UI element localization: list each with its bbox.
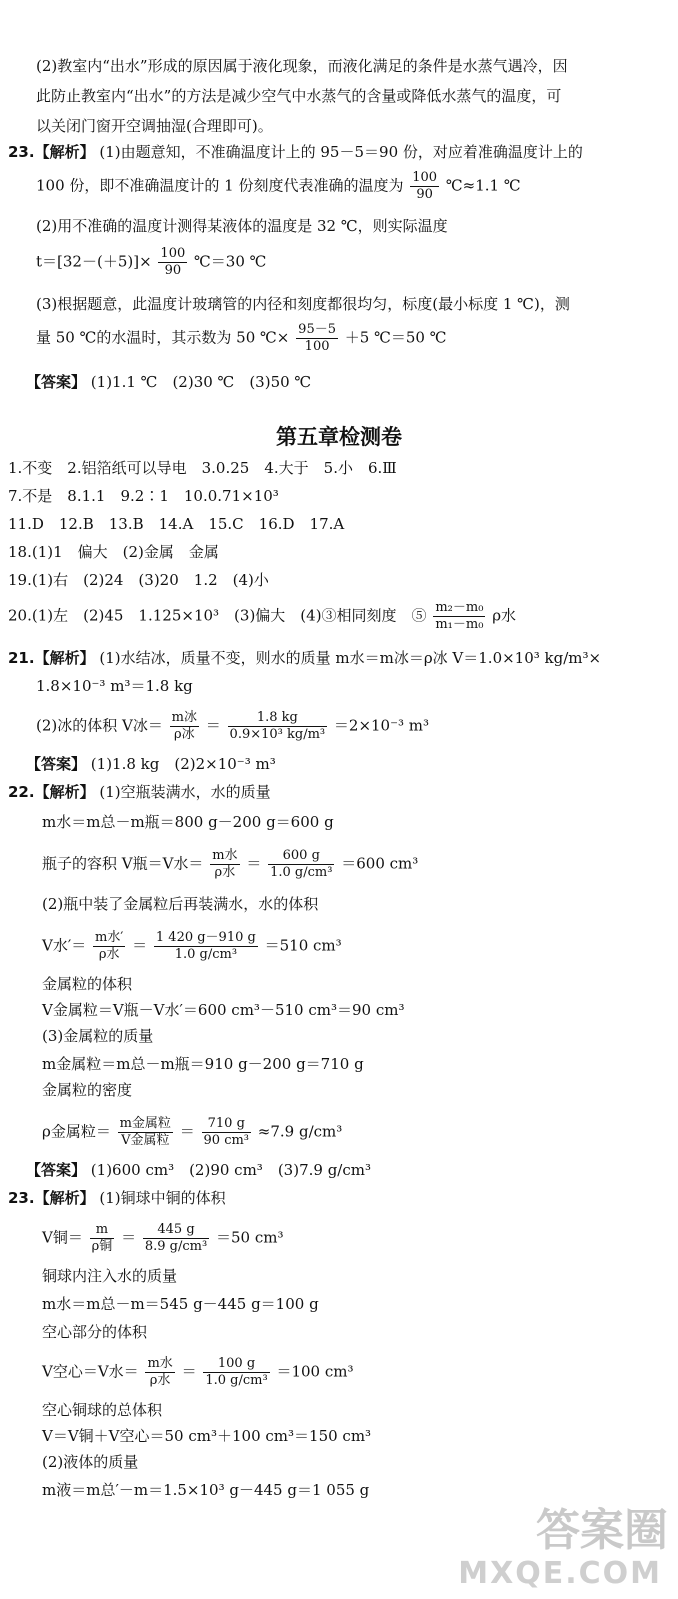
fraction: $\frac{\text{m水}}{\text{ρ水}}$ [212,848,238,880]
formula-line: (2)冰的体积 V冰＝ $\frac{\text{m冰}}{\text{ρ冰}}$ ＝ $\frac{1.8 kg}{\text{0.9×10³ kg/m³}}$ ＝2×10⁻³ m³ [36,710,430,742]
fraction: $\frac{600 g}{\text{1.0 g/cm³}}$ [270,848,333,880]
watermark-site: MXQE.COM [458,1556,662,1591]
text-line: m水＝m总－m瓶＝800 g－200 g＝600 g [42,813,334,831]
q21-block: 21.【解析】 (1)水结冰，质量不变，则水的质量 m水＝m冰＝ρ冰 V＝1.0×10³ kg/m³× [8,649,602,667]
question-number: 21. [8,649,35,667]
chapter-title: 第五章检测卷 [276,425,402,449]
formula-line: t＝[32－(＋5)]× $\frac{100}{90}$ ℃＝30 ℃ [36,246,267,278]
text-line: (2)教室内“出水”形成的原因属于液化现象，而液化满足的条件是水蒸气遇冷，因 [36,57,568,75]
analysis-tag: 【解析】 [34,1189,95,1207]
text-line: (2)瓶中装了金属粒后再装满水，水的体积 [42,895,319,913]
answer-row: 1.不变 2.铝箔纸可以导电 3.0.25 4.大于 5.小 6.Ⅲ [8,459,397,477]
q23b-block: 23.【解析】 (1)铜球中铜的体积 [8,1189,226,1207]
text-line: V金属粒＝V瓶－V水′＝600 cm³－510 cm³＝90 cm³ [42,1001,405,1019]
fraction: $\frac{1.8 kg}{\text{0.9×10³ kg/m³}}$ [229,710,326,742]
fraction: $\frac{100}{90}$ [160,246,186,278]
text-line: 金属粒的体积 [42,975,133,993]
fraction: $\frac{100 g}{\text{1.0 g/cm³}}$ [205,1356,268,1388]
answer-row: 19.(1)右 (2)24 (3)20 1.2 (4)小 [8,571,269,589]
analysis-tag: 【解析】 [34,649,95,667]
fraction: $\frac{\text{m冰}}{\text{ρ冰}}$ [171,710,197,742]
text-line: 此防止教室内“出水”的方法是减少空气中水蒸气的含量或降低水蒸气的温度，可 [36,87,562,105]
text-line: 金属粒的密度 [42,1081,133,1099]
answer-line: 【答案】 (1)600 cm³ (2)90 cm³ (3)7.9 g/cm³ [26,1161,371,1179]
fraction: $\frac{\text{m₂－m₀}}{\text{m₁－m₀}}$ [435,600,484,632]
question-number: 23. [8,1189,35,1207]
text-line: 空心部分的体积 [42,1323,148,1341]
formula-line: V水′＝ $\frac{\text{m水′}}{\text{ρ水}}$ ＝ $\frac{1 420 g-910 g}{\text{1.0 g/cm³}}$ ＝510 cm³ [42,930,342,962]
text-line: (3)根据题意，此温度计玻璃管的内径和刻度都很均匀，标度(最小标度 1 ℃)，测 [36,295,570,313]
text-line: (1)由题意知，不准确温度计上的 95－5＝90 份，对应着准确温度计上的 [99,143,583,161]
answer-row: 7.不是 8.1.1 9.2∶1 10.0.71×10³ [8,487,279,505]
fraction: $\frac{1 420 g-910 g}{\text{1.0 g/cm³}}$ [155,930,256,962]
answer-line: 【答案】 (1)1.1 ℃ (2)30 ℃ (3)50 ℃ [26,373,312,391]
watermark-mark: 答案圈 [536,1505,668,1556]
fraction: $\frac{710 g}{\text{90 cm³}}$ [203,1116,250,1148]
text-line: (3)金属粒的质量 [42,1027,154,1045]
text-line: m水＝m总－m＝545 g－445 g＝100 g [42,1295,319,1313]
fraction: $\frac{95-5}{100}$ [298,322,336,354]
text-line: 以关闭门窗开空调抽湿(合理即可)。 [36,117,273,135]
text-line: (2)液体的质量 [42,1453,139,1471]
answer-tag: 【答案】 [26,1161,87,1179]
analysis-tag: 【解析】 [34,783,95,801]
fraction: $\frac{\text{m水}}{\text{ρ水}}$ [147,1356,173,1388]
watermark-logo [458,1505,668,1591]
formula-line: 量 50 ℃的水温时，其示数为 50 ℃× $\frac{95-5}{100}$ ＋5 ℃＝50 ℃ [36,322,447,354]
fraction: $\frac{\text{m金属粒}}{\text{V金属粒}}$ [119,1116,171,1148]
fraction: $\frac{m}{\text{ρ铜}}$ [91,1222,113,1254]
text-line: 铜球内注入水的质量 [42,1267,178,1285]
answer-tag: 【答案】 [26,373,87,391]
answer-row: 11.D 12.B 13.B 14.A 15.C 16.D 17.A [8,515,345,533]
answer-line: 【答案】 (1)1.8 kg (2)2×10⁻³ m³ [26,755,276,773]
text-line: 空心铜球的总体积 [42,1401,163,1419]
text-line: m金属粒＝m总－m瓶＝910 g－200 g＝710 g [42,1055,364,1073]
q22-block: 22.【解析】 (1)空瓶装满水，水的质量 [8,783,271,801]
fraction: $\frac{445 g}{\text{8.9 g/cm³}}$ [144,1222,208,1254]
text-line: (2)用不准确的温度计测得某液体的温度是 32 ℃，则实际温度 [36,217,448,235]
text-line: m液＝m总′－m＝1.5×10³ g－445 g＝1 055 g [42,1481,370,1499]
question-number: 23. [8,143,35,161]
fraction: $\frac{100}{90}$ [412,170,438,202]
question-number: 22. [8,783,35,801]
formula-line: 100 份，即不准确温度计的 1 份刻度代表准确的温度为 $\frac{100}{90}$ ℃≈1.1 ℃ [36,170,521,202]
q23-block [8,142,583,162]
answer-row: 18.(1)1 偏大 (2)金属 金属 [8,543,219,561]
text-line: V＝V铜＋V空心＝50 cm³＋100 cm³＝150 cm³ [42,1427,372,1445]
formula-line: ρ金属粒＝ $\frac{\text{m金属粒}}{\text{V金属粒}}$ ＝ $\frac{710 g}{\text{90 cm³}}$ ≈7.9 g/cm³ [42,1116,343,1148]
formula-line: V铜＝ $\frac{m}{\text{ρ铜}}$ ＝ $\frac{445 g}{\text{8.9 g/cm³}}$ ＝50 cm³ [42,1222,284,1254]
formula-line: V空心＝V水＝ $\frac{\text{m水}}{\text{ρ水}}$ ＝ $\frac{100 g}{\text{1.0 g/cm³}}$ ＝100 cm³ [42,1356,354,1388]
formula-line: 瓶子的容积 V瓶＝V水＝ $\frac{\text{m水}}{\text{ρ水}}$ ＝ $\frac{600 g}{\text{1.0 g/cm³}}$ ＝600 cm³ [42,848,419,880]
answer-tag: 【答案】 [26,755,87,773]
text-line: 1.8×10⁻³ m³＝1.8 kg [36,677,193,695]
fraction: $\frac{\text{m水′}}{\text{ρ水}}$ [95,930,124,962]
answer-row: 20.(1)左 (2)45 1.125×10³ (3)偏大 (4)③相同刻度 ⑤ $\frac{\text{m₂－m₀}}{\text{m₁－m₀}}$ ρ水 [8,600,517,632]
analysis-tag: 【解析】 [34,143,95,161]
